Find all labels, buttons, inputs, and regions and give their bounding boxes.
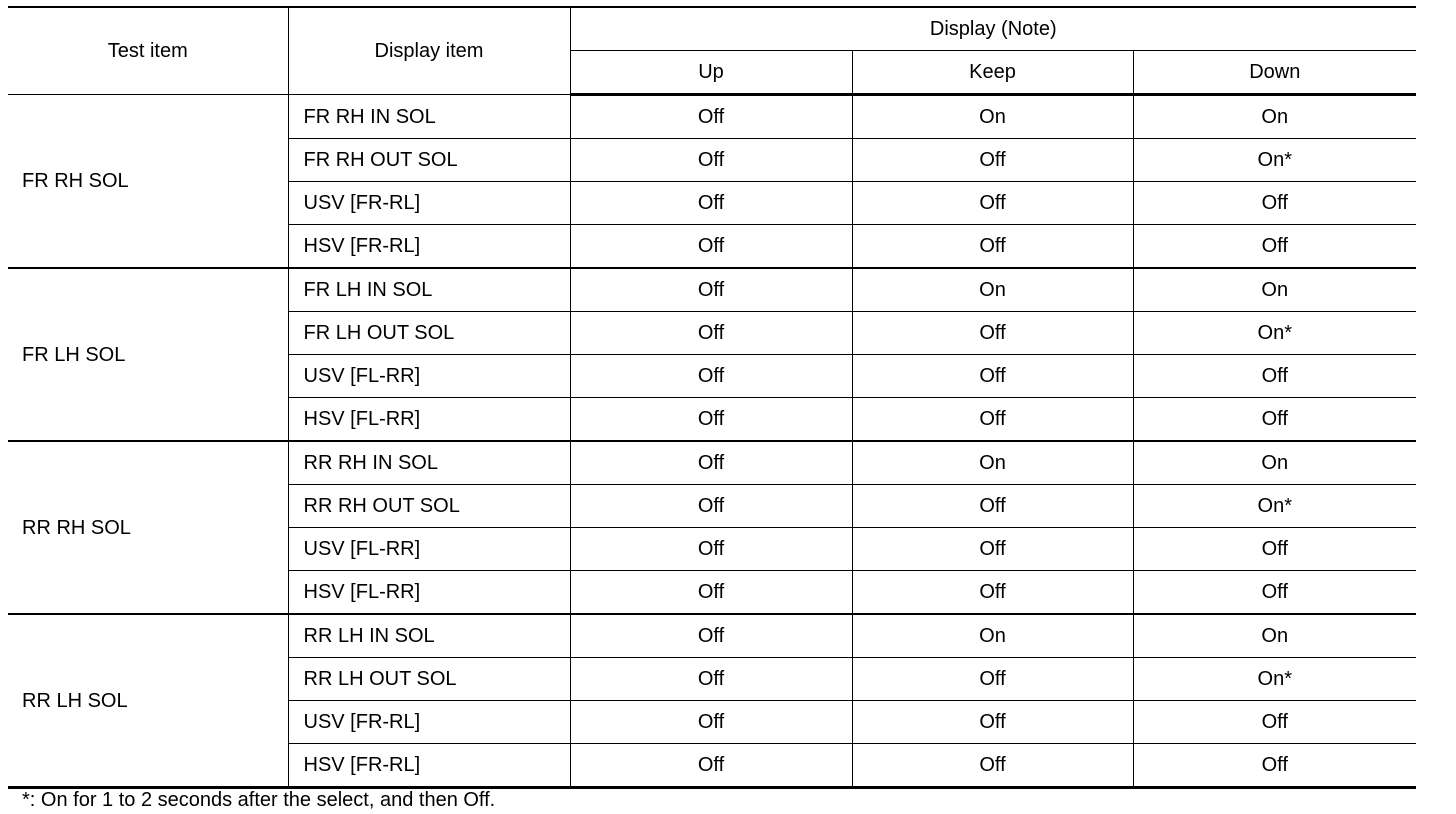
up-value-cell: Off (570, 744, 852, 788)
keep-value-cell: On (852, 268, 1133, 312)
up-value-cell: Off (570, 225, 852, 269)
up-value-cell: Off (570, 268, 852, 312)
display-item-cell: RR LH OUT SOL (288, 658, 570, 701)
up-value-cell: Off (570, 701, 852, 744)
display-item-cell: USV [FL-RR] (288, 528, 570, 571)
test-item-cell: RR RH SOL (8, 441, 288, 614)
display-item-cell: FR LH OUT SOL (288, 312, 570, 355)
header-display-note: Display (Note) (570, 7, 1416, 51)
table-header (8, 7, 1416, 95)
display-item-cell: RR RH IN SOL (288, 441, 570, 485)
up-value-cell: Off (570, 139, 852, 182)
down-value-cell: Off (1133, 528, 1416, 571)
display-item-cell: USV [FR-RL] (288, 182, 570, 225)
keep-value-cell: Off (852, 398, 1133, 442)
up-value-cell: Off (570, 614, 852, 658)
up-value-cell: Off (570, 398, 852, 442)
down-value-cell: On* (1133, 658, 1416, 701)
up-value-cell: Off (570, 528, 852, 571)
down-value-cell: On* (1133, 139, 1416, 182)
display-item-cell: USV [FL-RR] (288, 355, 570, 398)
up-value-cell: Off (570, 355, 852, 398)
display-item-cell: RR RH OUT SOL (288, 485, 570, 528)
keep-value-cell: Off (852, 744, 1133, 788)
down-value-cell: On (1133, 95, 1416, 139)
header-display-item: Display item (288, 7, 570, 95)
footnote: *: On for 1 to 2 seconds after the select, and then Off. (22, 789, 496, 811)
table-row (8, 268, 1416, 312)
display-item-cell: FR LH IN SOL (288, 268, 570, 312)
down-value-cell: On* (1133, 485, 1416, 528)
display-item-cell: RR LH IN SOL (288, 614, 570, 658)
up-value-cell: Off (570, 571, 852, 615)
down-value-cell: Off (1133, 225, 1416, 269)
header-down: Down (1133, 51, 1416, 95)
keep-value-cell: Off (852, 571, 1133, 615)
table-row (8, 614, 1416, 658)
down-value-cell: Off (1133, 571, 1416, 615)
solenoid-test-table-container (8, 6, 1416, 789)
table-row (8, 95, 1416, 139)
test-item-cell: FR RH SOL (8, 95, 288, 269)
header-keep: Keep (852, 51, 1133, 95)
up-value-cell: Off (570, 485, 852, 528)
display-item-cell: HSV [FR-RL] (288, 225, 570, 269)
keep-value-cell: Off (852, 355, 1133, 398)
keep-value-cell: Off (852, 139, 1133, 182)
keep-value-cell: Off (852, 182, 1133, 225)
keep-value-cell: Off (852, 312, 1133, 355)
up-value-cell: Off (570, 441, 852, 485)
table-body (8, 95, 1416, 788)
keep-value-cell: Off (852, 701, 1133, 744)
display-item-cell: HSV [FL-RR] (288, 571, 570, 615)
table-row (8, 441, 1416, 485)
keep-value-cell: Off (852, 225, 1133, 269)
down-value-cell: Off (1133, 182, 1416, 225)
keep-value-cell: Off (852, 485, 1133, 528)
keep-value-cell: Off (852, 528, 1133, 571)
down-value-cell: On (1133, 441, 1416, 485)
up-value-cell: Off (570, 658, 852, 701)
display-item-cell: HSV [FR-RL] (288, 744, 570, 788)
test-item-cell: FR LH SOL (8, 268, 288, 441)
keep-value-cell: Off (852, 658, 1133, 701)
down-value-cell: Off (1133, 701, 1416, 744)
up-value-cell: Off (570, 312, 852, 355)
keep-value-cell: On (852, 614, 1133, 658)
solenoid-test-table (8, 6, 1416, 789)
up-value-cell: Off (570, 182, 852, 225)
display-item-cell: FR RH IN SOL (288, 95, 570, 139)
down-value-cell: On (1133, 268, 1416, 312)
test-item-cell: RR LH SOL (8, 614, 288, 788)
keep-value-cell: On (852, 95, 1133, 139)
display-item-cell: FR RH OUT SOL (288, 139, 570, 182)
down-value-cell: On (1133, 614, 1416, 658)
down-value-cell: On* (1133, 312, 1416, 355)
header-test-item: Test item (8, 7, 288, 95)
down-value-cell: Off (1133, 744, 1416, 788)
display-item-cell: HSV [FL-RR] (288, 398, 570, 442)
keep-value-cell: On (852, 441, 1133, 485)
display-item-cell: USV [FR-RL] (288, 701, 570, 744)
header-up: Up (570, 51, 852, 95)
down-value-cell: Off (1133, 355, 1416, 398)
up-value-cell: Off (570, 95, 852, 139)
down-value-cell: Off (1133, 398, 1416, 442)
